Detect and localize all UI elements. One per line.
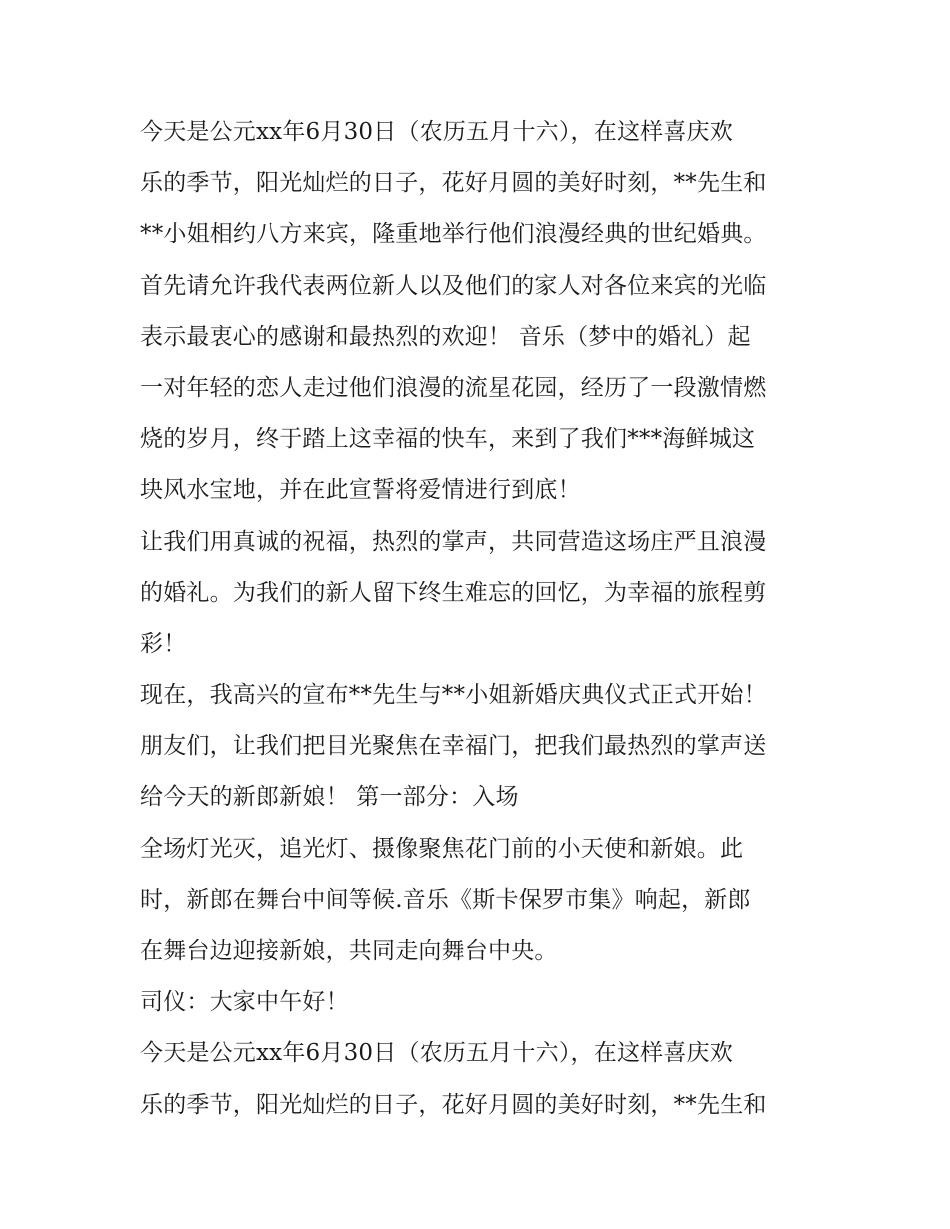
text-line: 让我们用真诚的祝福，热烈的掌声，共同营造这场庄严且浪漫 [140,528,767,555]
text-line: 块风水宝地，并在此宣誓将爱情进行到底！ [140,477,581,504]
text-line: **小姐相约八方来宾，隆重地举行他们浪漫经典的世纪婚典。 [140,221,767,248]
text-line: 表示最衷心的感谢和最热烈的欢迎！ 音乐（梦中的婚礼）起 [140,323,751,350]
text-line: 彩！ [140,630,187,657]
text-line: 时，新郎在舞台中间等候.音乐《斯卡保罗市集》响起，新郎 [140,886,751,913]
text-line: 在舞台边迎接新娘，共同走向舞台中央。 [140,938,558,964]
text-line: 今天是公元xx年6月30日（农历五月十六），在这样喜庆欢 [140,119,733,145]
text-line: 给今天的新郎新娘！ 第一部分：入场 [140,784,519,811]
text-line: 全场灯光灭，追光灯、摄像聚焦花门前的小天使和新娘。此 [140,835,744,862]
text-line: 今天是公元xx年6月30日（农历五月十六），在这样喜庆欢 [140,1040,733,1067]
text-line: 的婚礼。为我们的新人留下终生难忘的回忆，为幸福的旅程剪 [140,579,767,606]
text-line: 首先请允许我代表两位新人以及他们的家人对各位来宾的光临 [140,272,767,299]
text-line: 乐的季节，阳光灿烂的日子，花好月圆的美好时刻，**先生和 [140,1091,767,1118]
text-line: 现在，我高兴的宣布**先生与**小姐新婚庆典仪式正式开始！ [140,682,767,709]
text-line: 司仪：大家中午好！ [140,989,349,1016]
text-line: 乐的季节，阳光灿烂的日子，花好月圆的美好时刻，**先生和 [140,170,767,197]
text-line: 烧的岁月，终于踏上这幸福的快车，来到了我们***海鲜城这 [140,426,756,453]
text-line: 一对年轻的恋人走过他们浪漫的流星花园，经历了一段激情燃 [140,374,767,401]
document-body [140,107,830,1131]
text-line: 朋友们，让我们把目光聚焦在幸福门，把我们最热烈的掌声送 [140,733,767,760]
